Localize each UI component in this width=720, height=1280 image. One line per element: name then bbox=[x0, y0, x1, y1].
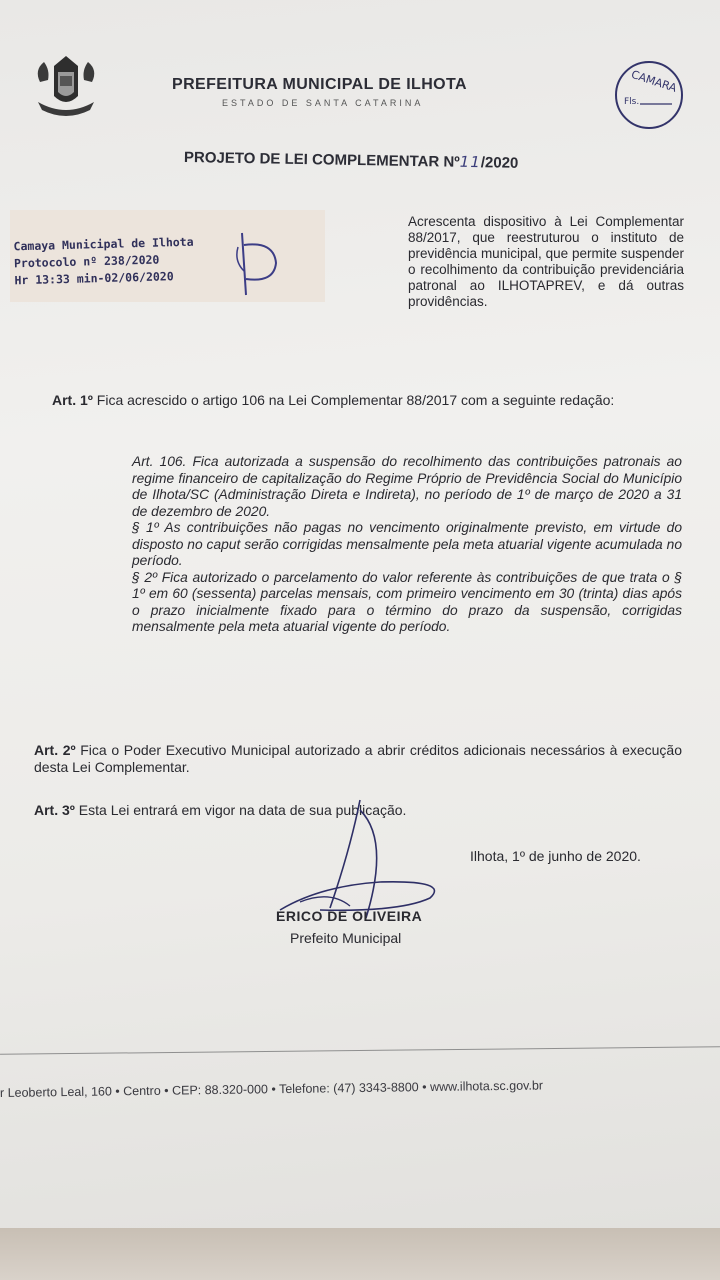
article-1-label: Art. 1º bbox=[52, 392, 93, 408]
article-2-label: Art. 2º bbox=[34, 742, 76, 758]
protocol-stamp bbox=[13, 234, 194, 290]
date-line: Ilhota, 1º de junho de 2020. bbox=[470, 848, 641, 864]
paragraph-1: § 1º As contribuições não pagas no vencimento originalmente previsto, em virtude do disposto no caput serão corrigidas mensalmente pela meta atuarial vigente acumulada no período. bbox=[132, 520, 682, 568]
rubric-signature bbox=[230, 225, 290, 300]
institution-title: PREFEITURA MUNICIPAL DE ILHOTA bbox=[172, 76, 467, 93]
article-3-label: Art. 3º bbox=[34, 802, 75, 818]
article-3-text: Esta Lei entrará em vigor na data de sua publicação. bbox=[74, 802, 407, 818]
signer-role: Prefeito Municipal bbox=[290, 930, 402, 946]
project-number: 11 bbox=[459, 152, 481, 172]
article-106-text: Art. 106. Fica autorizada a suspensão do recolhimento das contribuições patronais ao regime financeiro de capitalização do Regime Próprio de Previdência Social do Município de Ilhota/SC (Administração Direta e Indireta), no período de 1º de março de 2020 a 31 de dezembro de 2020. bbox=[132, 454, 682, 519]
municipal-crest-icon bbox=[30, 52, 102, 122]
paragraph-2: § 2º Fica autorizado o parcelamento do valor referente às contribuições de que trata o § 1º em 60 (sessenta) parcelas mensais, com primeiro vencimento em 30 (trinta) dias após o prazo inicialmente fixado para o término do prazo da suspensão, corrigidas mensalmente pela meta atuarial vigente do período. bbox=[132, 569, 682, 634]
article-2 bbox=[34, 742, 682, 776]
article-1-text: Fica acrescido o artigo 106 na Lei Complementar 88/2017 com a seguinte redação: bbox=[92, 392, 615, 408]
article-1 bbox=[52, 392, 682, 409]
footer-address: r Leoberto Leal, 160 • Centro • CEP: 88.320-000 • Telefone: (47) 3343-8800 • www.ilhota.sc.gov.br bbox=[0, 1078, 544, 1100]
stamp-fls: Fls. bbox=[624, 97, 640, 107]
article-2-text: Fica o Poder Executivo Municipal autorizado a abrir créditos adicionais necessários à execução desta Lei Complementar. bbox=[34, 742, 682, 775]
background-floor bbox=[0, 1228, 720, 1280]
ementa: Acrescenta dispositivo à Lei Complementar 88/2017, que reestruturou o instituto de previdência municipal, que permite suspender o recolhimento da contribuição previdenciária patronal ao ILHOTAPREV, e dá outras providências. bbox=[408, 214, 684, 309]
protocol-line-3: Hr 13:33 min-02/06/2020 bbox=[14, 269, 174, 288]
project-title bbox=[184, 148, 519, 172]
signer-name: ERICO DE OLIVEIRA bbox=[276, 908, 423, 924]
project-label: PROJETO DE LEI COMPLEMENTAR Nº bbox=[183, 149, 460, 171]
project-year: /2020 bbox=[480, 154, 519, 172]
stamp-text: CAMARA bbox=[629, 67, 679, 95]
protocol-line-1: Camaya Municipal de Ilhota bbox=[13, 234, 194, 254]
camara-stamp bbox=[612, 58, 686, 132]
institution-subtitle: ESTADO DE SANTA CATARINA bbox=[222, 98, 424, 108]
protocol-line-2: Protocolo nº 238/2020 bbox=[13, 252, 160, 271]
quoted-article-106 bbox=[132, 454, 682, 636]
footer-divider bbox=[0, 1046, 720, 1055]
